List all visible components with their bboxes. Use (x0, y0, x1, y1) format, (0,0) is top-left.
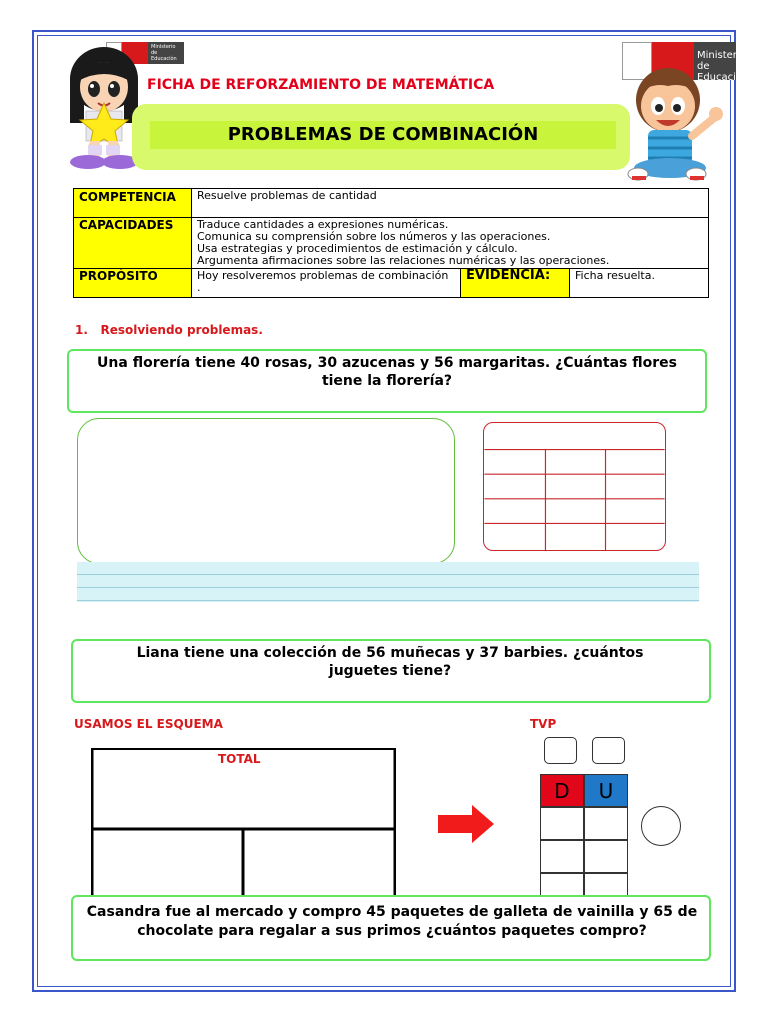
section-number: 1. (75, 323, 88, 337)
tvp-small-box[interactable] (544, 737, 577, 764)
tvp-cell[interactable] (584, 840, 628, 873)
workspace-box[interactable] (77, 418, 455, 564)
answer-line (77, 574, 699, 575)
capacidades-list (192, 218, 709, 269)
section-title: Resolviendo problemas. (100, 323, 263, 337)
worksheet-title: FICHA DE REFORZAMIENTO DE MATEMÁTICA (147, 77, 495, 93)
table-row (74, 189, 709, 218)
table-row (74, 218, 709, 269)
evidencia-label: EVIDENCIA: (461, 269, 570, 298)
capacidad-item (197, 255, 703, 267)
ministry-logo-text: Ministerio de Educación (148, 42, 184, 64)
competencia-label (74, 189, 192, 218)
tvp-place-value-table (540, 774, 628, 900)
units-header: U (584, 774, 628, 807)
competencia-value: Resuelve problemas de cantidad (192, 189, 709, 218)
ministry-logo-text: Ministerio de Educación (694, 42, 736, 80)
problem-text: Una florería tiene 40 rosas, 30 azucenas y 56 margaritas. ¿Cuántas flores tiene la florería? (97, 355, 677, 389)
evidencia-value: Ficha resuelta. (570, 269, 709, 298)
proposito-label: PROPÓSITO (74, 269, 192, 298)
scheme-label: USAMOS EL ESQUEMA (74, 717, 223, 731)
competencies-table (73, 188, 709, 298)
answer-lines[interactable] (77, 562, 699, 602)
proposito-value: Hoy resolveremos problemas de combinación . (192, 269, 461, 298)
tvp-small-box[interactable] (592, 737, 625, 764)
banner-title: PROBLEMAS DE COMBINACIÓN (227, 124, 539, 145)
answer-circle[interactable] (641, 806, 681, 846)
arrow-right-icon (436, 803, 496, 845)
tvp-label: TVP (530, 717, 557, 731)
section-heading (75, 323, 263, 337)
answer-line (77, 587, 699, 588)
capacidad-item-text: Argumenta afirmaciones sobre las relaciones numéricas y las operaciones. (197, 254, 610, 267)
tens-header: D (540, 774, 584, 807)
capacidad-item: Usa estrategias y procedimientos de estimación y cálculo. (197, 242, 518, 255)
boy-character-illustration (624, 64, 730, 186)
competencia-label-text: COMPETENCIA (79, 190, 176, 204)
problem-text: Casandra fue al mercado y compro 45 paquetes de galleta de vainilla y 65 de chocolate para regalar a sus primos ¿cuántos paquetes compro? (86, 904, 698, 939)
problem-text: Liana tiene una colección de 56 muñecas y 37 barbies. ¿cuántos juguetes tiene? (136, 645, 644, 679)
capacidad-item: Comunica su comprensión sobre los números y las operaciones. (197, 230, 551, 243)
scheme-total-label: TOTAL (218, 752, 261, 766)
part-whole-scheme[interactable] (91, 748, 396, 898)
place-value-grid[interactable] (483, 422, 666, 551)
capacidades-label: CAPACIDADES (74, 218, 192, 269)
tvp-cell[interactable] (540, 807, 584, 840)
table-row (74, 269, 709, 298)
tvp-cell[interactable] (540, 840, 584, 873)
tvp-cell[interactable] (584, 807, 628, 840)
capacidad-item: Traduce cantidades a expresiones numéricas. (197, 218, 449, 231)
answer-line (77, 600, 699, 601)
